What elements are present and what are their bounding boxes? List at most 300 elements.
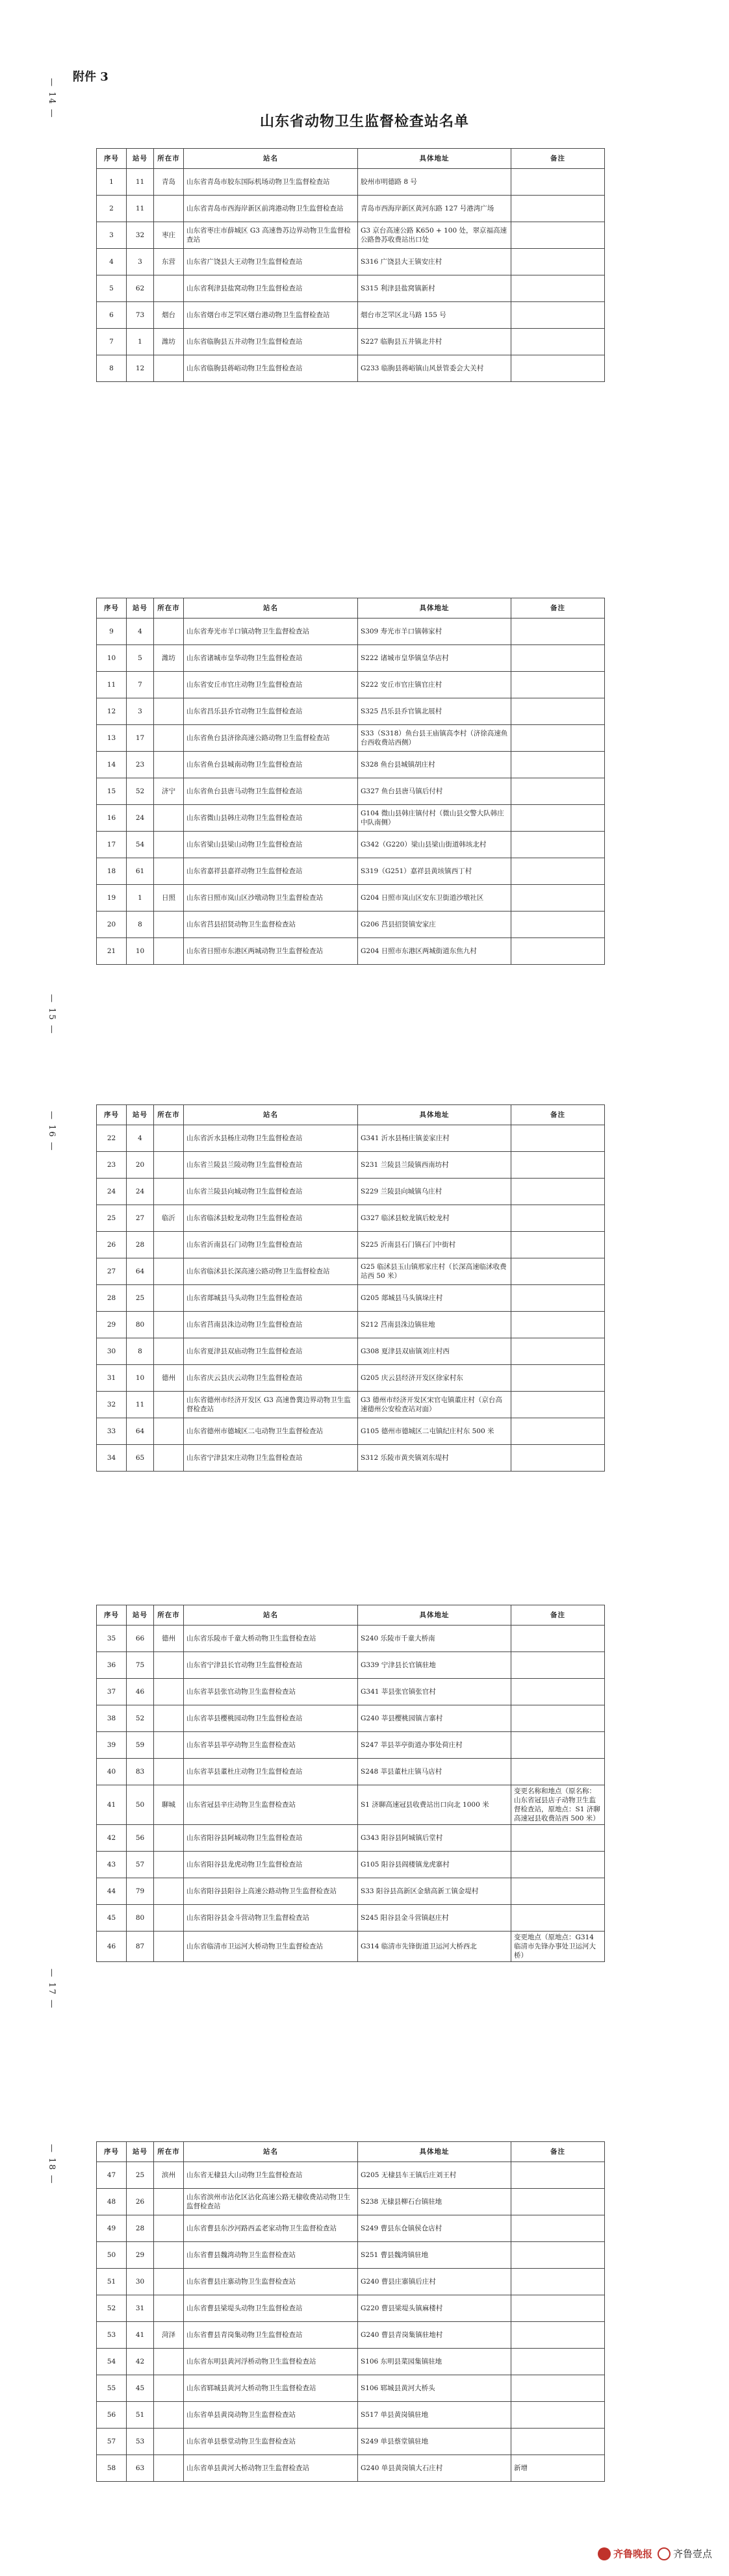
table-row (97, 2162, 605, 2189)
cell-city (154, 672, 184, 698)
cell-address: S33 阳谷县高新区金鼎高新工镇金堤村 (358, 1878, 511, 1905)
qilu-yidian-logo[interactable] (658, 2547, 712, 2560)
cell-no: 25 (97, 1205, 127, 1232)
table-header-row (97, 1105, 605, 1125)
cell-note (511, 1626, 605, 1652)
cell-no: 30 (97, 1338, 127, 1365)
cell-code: 5 (127, 645, 154, 672)
cell-name: 山东省昌乐县乔官动物卫生监督检查站 (184, 698, 358, 725)
cell-address: S319（G251）嘉祥县黄垓镇西丁村 (358, 858, 511, 885)
cell-code: 24 (127, 805, 154, 832)
cell-no: 23 (97, 1152, 127, 1179)
cell-city (154, 1759, 184, 1785)
table-row (97, 752, 605, 778)
cell-name: 山东省曹县青岗集动物卫生监督检查站 (184, 2322, 358, 2349)
cell-note (511, 1732, 605, 1759)
cell-city: 烟台 (154, 302, 184, 329)
cell-name: 山东省安丘市官庄动物卫生监督检查站 (184, 672, 358, 698)
header-note: 备注 (511, 2142, 605, 2162)
cell-note (511, 1878, 605, 1905)
page-3 (0, 1072, 729, 1566)
table-row (97, 1312, 605, 1338)
cell-no: 32 (97, 1392, 127, 1418)
cell-code: 61 (127, 858, 154, 885)
cell-note (511, 885, 605, 912)
cell-code: 31 (127, 2295, 154, 2322)
cell-no: 49 (97, 2215, 127, 2242)
cell-note (511, 672, 605, 698)
cell-address: G25 临沭县玉山镇邢家庄村（长深高速临沭收费站西 50 米） (358, 1258, 511, 1285)
cell-code: 23 (127, 752, 154, 778)
cell-name: 山东省临沭县长深高速公路动物卫生监督检查站 (184, 1258, 358, 1285)
cell-code: 11 (127, 196, 154, 222)
cell-address: G341 沂水县杨庄镇姜家庄村 (358, 1125, 511, 1152)
cell-note (511, 329, 605, 355)
cell-city: 潍坊 (154, 329, 184, 355)
table-row (97, 222, 605, 249)
cell-no: 22 (97, 1125, 127, 1152)
cell-city (154, 1232, 184, 1258)
header-name: 站名 (184, 149, 358, 169)
table-row (97, 302, 605, 329)
header-code: 站号 (127, 149, 154, 169)
cell-code: 3 (127, 249, 154, 275)
cell-name: 山东省曹县魏湾动物卫生监督检查站 (184, 2242, 358, 2269)
cell-code: 27 (127, 1205, 154, 1232)
cell-address: S325 昌乐县乔官镇北展村 (358, 698, 511, 725)
header-note: 备注 (511, 598, 605, 618)
cell-city (154, 1338, 184, 1365)
cell-no: 47 (97, 2162, 127, 2189)
cell-address: S238 无棣县柳石台镇驻地 (358, 2189, 511, 2215)
table-row (97, 1626, 605, 1652)
cell-city (154, 1905, 184, 1932)
table-row (97, 2455, 605, 2482)
cell-address: S240 乐陵市千童大桥南 (358, 1626, 511, 1652)
station-table (96, 1605, 605, 1962)
cell-no: 56 (97, 2402, 127, 2429)
cell-code: 26 (127, 2189, 154, 2215)
cell-note (511, 2215, 605, 2242)
table-row (97, 1285, 605, 1312)
table-row (97, 912, 605, 938)
cell-address: 青岛市西海岸新区黄河东路 127 号港湾广场 (358, 196, 511, 222)
cell-code: 28 (127, 1232, 154, 1258)
cell-note: 新增 (511, 2455, 605, 2482)
cell-city (154, 858, 184, 885)
cell-no: 1 (97, 169, 127, 196)
page-number: — 14 — (47, 78, 57, 119)
cell-note (511, 858, 605, 885)
header-address: 具体地址 (358, 598, 511, 618)
cell-city: 济宁 (154, 778, 184, 805)
cell-code: 50 (127, 1785, 154, 1825)
cell-address: S1 济聊高速冠县收费站出口向北 1000 米 (358, 1785, 511, 1825)
cell-city (154, 752, 184, 778)
cell-name: 山东省青岛市西海岸新区前湾港动物卫生监督检查站 (184, 196, 358, 222)
table-row (97, 1785, 605, 1825)
cell-code: 79 (127, 1878, 154, 1905)
cell-code: 54 (127, 832, 154, 858)
table-row (97, 1205, 605, 1232)
cell-no: 13 (97, 725, 127, 752)
cell-city (154, 1878, 184, 1905)
cell-note (511, 275, 605, 302)
cell-name: 山东省阳谷县金斗营动物卫生监督检查站 (184, 1905, 358, 1932)
cell-code: 73 (127, 302, 154, 329)
table-row (97, 1258, 605, 1285)
cell-city (154, 355, 184, 382)
header-code: 站号 (127, 2142, 154, 2162)
header-city: 所在市 (154, 2142, 184, 2162)
cell-name: 山东省利津县盐窝动物卫生监督检查站 (184, 275, 358, 302)
table-row (97, 672, 605, 698)
cell-address: G308 夏津县双庙镇刘庄村西 (358, 1338, 511, 1365)
table-row (97, 196, 605, 222)
cell-address: S248 莘县董杜庄镇马店村 (358, 1759, 511, 1785)
cell-no: 3 (97, 222, 127, 249)
header-no: 序号 (97, 598, 127, 618)
table-row (97, 2242, 605, 2269)
cell-no: 11 (97, 672, 127, 698)
cell-address: G343 阳谷县阿城镇后堂村 (358, 1825, 511, 1852)
cell-note (511, 2322, 605, 2349)
cell-code: 10 (127, 1365, 154, 1392)
cell-code: 25 (127, 1285, 154, 1312)
cell-address: G204 日照市岚山区安东卫街道沙墩社区 (358, 885, 511, 912)
cell-city: 滨州 (154, 2162, 184, 2189)
cell-code: 30 (127, 2269, 154, 2295)
cell-no: 9 (97, 618, 127, 645)
cell-code: 64 (127, 1418, 154, 1445)
attachment-label: 附件 3 (73, 70, 109, 84)
cell-note (511, 2189, 605, 2215)
cell-name: 山东省阳谷县阿城动物卫生监督检查站 (184, 1825, 358, 1852)
cell-note (511, 1258, 605, 1285)
cell-name: 山东省诸城市皇华动物卫生监督检查站 (184, 645, 358, 672)
cell-address: S106 郓城县黄河大桥头 (358, 2375, 511, 2402)
cell-city (154, 1418, 184, 1445)
footer-logos (598, 2547, 712, 2560)
cell-city: 日照 (154, 885, 184, 912)
cell-code: 56 (127, 1825, 154, 1852)
cell-no: 4 (97, 249, 127, 275)
cell-no: 54 (97, 2349, 127, 2375)
cell-name: 山东省宁津县长官动物卫生监督检查站 (184, 1652, 358, 1679)
cell-no: 44 (97, 1878, 127, 1905)
cell-code: 80 (127, 1905, 154, 1932)
cell-code: 1 (127, 329, 154, 355)
cell-note (511, 1285, 605, 1312)
cell-no: 39 (97, 1732, 127, 1759)
cell-name: 山东省日照市东港区两城动物卫生监督检查站 (184, 938, 358, 965)
table-row (97, 1232, 605, 1258)
cell-note (511, 2375, 605, 2402)
cell-code: 4 (127, 618, 154, 645)
cell-address: G327 鱼台县唐马镇后付村 (358, 778, 511, 805)
cell-city (154, 1312, 184, 1338)
cell-city (154, 805, 184, 832)
cell-address: G240 莘县樱桃园镇吉寨村 (358, 1705, 511, 1732)
cell-note (511, 1705, 605, 1732)
cell-no: 27 (97, 1258, 127, 1285)
cell-code: 53 (127, 2429, 154, 2455)
cell-address: G105 阳谷县阎楼镇龙虎寨村 (358, 1852, 511, 1878)
cell-name: 山东省日照市岚山区沙墩动物卫生监督检查站 (184, 885, 358, 912)
cell-code: 11 (127, 1392, 154, 1418)
cell-address: S222 安丘市官庄镇官庄村 (358, 672, 511, 698)
table-row (97, 355, 605, 382)
cell-note (511, 1232, 605, 1258)
cell-city (154, 1932, 184, 1962)
table-row (97, 1392, 605, 1418)
cell-name: 山东省曹县梁堤头动物卫生监督检查站 (184, 2295, 358, 2322)
table-row (97, 832, 605, 858)
cell-code: 11 (127, 169, 154, 196)
cell-city (154, 1705, 184, 1732)
header-code: 站号 (127, 598, 154, 618)
cell-note (511, 1152, 605, 1179)
cell-city: 德州 (154, 1626, 184, 1652)
cell-address: G240 曹县青岗集镇驻地村 (358, 2322, 511, 2349)
yidian-logo-icon (658, 2547, 671, 2560)
cell-name: 山东省无棣县大山动物卫生监督检查站 (184, 2162, 358, 2189)
cell-address: S247 莘县莘亭街道办事处荷庄村 (358, 1732, 511, 1759)
table-row (97, 275, 605, 302)
cell-name: 山东省莘县张官动物卫生监督检查站 (184, 1679, 358, 1705)
cell-name: 山东省鱼台县城南动物卫生监督检查站 (184, 752, 358, 778)
table-row (97, 1878, 605, 1905)
cell-address: S309 寿光市羊口镇韩家村 (358, 618, 511, 645)
cell-city (154, 698, 184, 725)
cell-note (511, 1652, 605, 1679)
cell-city (154, 725, 184, 752)
cell-address: G339 宁津县长官镇驻地 (358, 1652, 511, 1679)
header-no: 序号 (97, 2142, 127, 2162)
cell-name: 山东省庆云县庆云动物卫生监督检查站 (184, 1365, 358, 1392)
cell-city (154, 1825, 184, 1852)
header-city: 所在市 (154, 149, 184, 169)
cell-note (511, 2269, 605, 2295)
qilu-evening-news-logo[interactable] (598, 2547, 652, 2560)
cell-code: 51 (127, 2402, 154, 2429)
cell-name: 山东省临清市卫运河大桥动物卫生监督检查站 (184, 1932, 358, 1962)
table-row (97, 1679, 605, 1705)
cell-code: 12 (127, 355, 154, 382)
header-code: 站号 (127, 1105, 154, 1125)
header-no: 序号 (97, 149, 127, 169)
table-row (97, 1652, 605, 1679)
cell-code: 41 (127, 2322, 154, 2349)
table-row (97, 2322, 605, 2349)
cell-name: 山东省广饶县大王动物卫生监督检查站 (184, 249, 358, 275)
cell-address: G341 莘县张官镇张官村 (358, 1679, 511, 1705)
cell-note (511, 2429, 605, 2455)
cell-address: G104 微山县韩庄镇付村（微山县交警大队韩庄中队南侧） (358, 805, 511, 832)
cell-note (511, 698, 605, 725)
cell-no: 43 (97, 1852, 127, 1878)
cell-code: 29 (127, 2242, 154, 2269)
cell-name: 山东省寿光市羊口镇动物卫生监督检查站 (184, 618, 358, 645)
cell-address: S231 兰陵县兰陵镇西南坊村 (358, 1152, 511, 1179)
cell-name: 山东省梁山县梁山动物卫生监督检查站 (184, 832, 358, 858)
cell-note (511, 778, 605, 805)
cell-city (154, 1258, 184, 1285)
cell-note (511, 1125, 605, 1152)
cell-city (154, 2215, 184, 2242)
cell-address: G205 无棣县车王镇后庄刘王村 (358, 2162, 511, 2189)
cell-note (511, 1679, 605, 1705)
cell-name: 山东省临沭县蛟龙动物卫生监督检查站 (184, 1205, 358, 1232)
cell-no: 51 (97, 2269, 127, 2295)
cell-address: S517 单县黄岗镇驻地 (358, 2402, 511, 2429)
cell-name: 山东省阳谷县阳谷上高速公路动物卫生监督检查站 (184, 1878, 358, 1905)
table-row (97, 1418, 605, 1445)
station-table (96, 1104, 605, 1472)
table-row (97, 1732, 605, 1759)
cell-note (511, 1418, 605, 1445)
cell-address: S229 兰陵县向城镇乌庄村 (358, 1179, 511, 1205)
cell-address: G205 庆云县经济开发区徐家村东 (358, 1365, 511, 1392)
cell-city (154, 2349, 184, 2375)
table-header-row (97, 2142, 605, 2162)
cell-name: 山东省微山县韩庄动物卫生监督检查站 (184, 805, 358, 832)
cell-note (511, 2162, 605, 2189)
cell-note (511, 938, 605, 965)
table-row (97, 1705, 605, 1732)
cell-address: S225 沂南县石门镇石门中街村 (358, 1232, 511, 1258)
cell-no: 17 (97, 832, 127, 858)
cell-note (511, 1445, 605, 1472)
table-row (97, 645, 605, 672)
cell-code: 32 (127, 222, 154, 249)
cell-note (511, 222, 605, 249)
cell-address: S251 曹县魏湾镇驻地 (358, 2242, 511, 2269)
cell-name: 山东省宁津县宋庄动物卫生监督检查站 (184, 1445, 358, 1472)
cell-note (511, 1312, 605, 1338)
cell-name: 山东省夏津县双庙动物卫生监督检查站 (184, 1338, 358, 1365)
cell-no: 52 (97, 2295, 127, 2322)
header-city: 所在市 (154, 598, 184, 618)
cell-name: 山东省单县蔡堂动物卫生监督检查站 (184, 2429, 358, 2455)
table-row (97, 778, 605, 805)
cell-city: 青岛 (154, 169, 184, 196)
cell-no: 45 (97, 1905, 127, 1932)
cell-no: 57 (97, 2429, 127, 2455)
table-row (97, 2269, 605, 2295)
cell-name: 山东省嘉祥县嘉祥动物卫生监督检查站 (184, 858, 358, 885)
cell-city (154, 1179, 184, 1205)
cell-name: 山东省单县黄河大桥动物卫生监督检查站 (184, 2455, 358, 2482)
table-row (97, 805, 605, 832)
cell-address: S227 临朐县五井镇北井村 (358, 329, 511, 355)
cell-name: 山东省枣庄市薛城区 G3 高速鲁苏边界动物卫生监督检查站 (184, 222, 358, 249)
table-row (97, 1905, 605, 1932)
cell-name: 山东省鱼台县唐马动物卫生监督检查站 (184, 778, 358, 805)
cell-note (511, 1825, 605, 1852)
table-row (97, 1125, 605, 1152)
cell-note (511, 912, 605, 938)
header-address: 具体地址 (358, 149, 511, 169)
table-row (97, 1825, 605, 1852)
cell-name: 山东省德州市德城区二屯动物卫生监督检查站 (184, 1418, 358, 1445)
cell-city (154, 275, 184, 302)
brand-a-text: 齐鲁晚报 (613, 2548, 652, 2560)
cell-name: 山东省德州市经济开发区 G3 高速鲁冀边界动物卫生监督检查站 (184, 1392, 358, 1418)
cell-city (154, 1679, 184, 1705)
cell-city (154, 2242, 184, 2269)
cell-code: 87 (127, 1932, 154, 1962)
page-number: — 17 — (47, 1969, 57, 2009)
cell-note (511, 249, 605, 275)
cell-name: 山东省单县黄岗动物卫生监督检查站 (184, 2402, 358, 2429)
header-note: 备注 (511, 149, 605, 169)
cell-city: 东营 (154, 249, 184, 275)
cell-city (154, 2189, 184, 2215)
cell-name: 山东省东明县黄河浮桥动物卫生监督检查站 (184, 2349, 358, 2375)
station-table (96, 148, 605, 382)
cell-name: 山东省莘县莘亭动物卫生监督检查站 (184, 1732, 358, 1759)
cell-note (511, 1759, 605, 1785)
cell-no: 15 (97, 778, 127, 805)
cell-no: 53 (97, 2322, 127, 2349)
cell-note (511, 1365, 605, 1392)
cell-city (154, 832, 184, 858)
cell-code: 42 (127, 2349, 154, 2375)
cell-name: 山东省沂南县石门动物卫生监督检查站 (184, 1232, 358, 1258)
table-row (97, 2189, 605, 2215)
page-number: — 18 — (47, 2144, 57, 2185)
header-name: 站名 (184, 2142, 358, 2162)
table-row (97, 1365, 605, 1392)
cell-address: S328 鱼台县城镇胡庄村 (358, 752, 511, 778)
page-2 (0, 565, 729, 1059)
cell-name: 山东省乐陵市千童大桥动物卫生监督检查站 (184, 1626, 358, 1652)
cell-address: G233 临朐县蒋峪镇山风景管委会大关村 (358, 355, 511, 382)
cell-name: 山东省滨州市沾化区沾化高速公路无棣收费站动物卫生监督检查站 (184, 2189, 358, 2215)
cell-code: 20 (127, 1152, 154, 1179)
table-header-row (97, 149, 605, 169)
table-row (97, 1179, 605, 1205)
cell-code: 8 (127, 912, 154, 938)
header-address: 具体地址 (358, 2142, 511, 2162)
cell-name: 山东省冠县辛庄动物卫生监督检查站 (184, 1785, 358, 1825)
cell-note (511, 355, 605, 382)
cell-name: 山东省莘县樱桃园动物卫生监督检查站 (184, 1705, 358, 1732)
cell-no: 31 (97, 1365, 127, 1392)
cell-city (154, 2295, 184, 2322)
cell-city (154, 2429, 184, 2455)
cell-note (511, 2402, 605, 2429)
cell-address: 胶州市明德路 8 号 (358, 169, 511, 196)
cell-city (154, 2455, 184, 2482)
cell-name: 山东省烟台市芝罘区烟台港动物卫生监督检查站 (184, 302, 358, 329)
cell-city (154, 1852, 184, 1878)
page-number: — 16 — (47, 1111, 57, 1152)
cell-note (511, 2295, 605, 2322)
cell-note (511, 196, 605, 222)
cell-address: 烟台市芝罘区北马路 155 号 (358, 302, 511, 329)
cell-city (154, 1152, 184, 1179)
header-note: 备注 (511, 1105, 605, 1125)
cell-code: 1 (127, 885, 154, 912)
table-row (97, 1852, 605, 1878)
cell-note (511, 752, 605, 778)
cell-note (511, 725, 605, 752)
cell-code: 59 (127, 1732, 154, 1759)
cell-name: 山东省曹县东沙河路西孟老家动物卫生监督检查站 (184, 2215, 358, 2242)
cell-no: 34 (97, 1445, 127, 1472)
